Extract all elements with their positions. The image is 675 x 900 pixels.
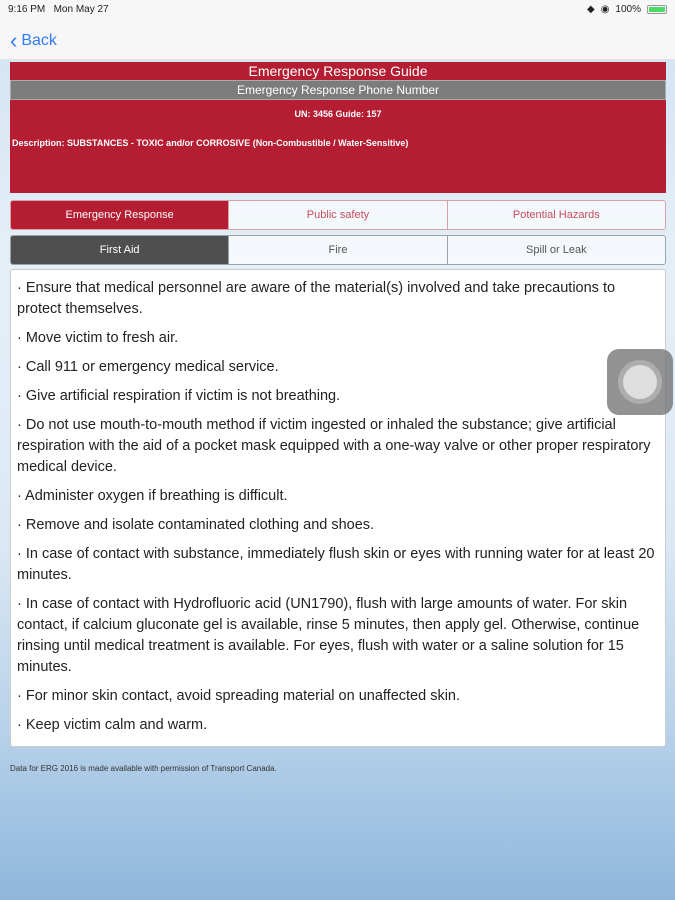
list-item: · Move victim to fresh air. xyxy=(17,330,179,346)
page-title: Emergency Response Guide xyxy=(248,63,428,79)
guide-header xyxy=(10,62,666,193)
tab-first-aid[interactable]: First Aid xyxy=(11,236,228,264)
list-item: · Administer oxygen if breathing is difficult. xyxy=(17,488,288,504)
description: Description: SUBSTANCES - TOXIC and/or CORROSIVE (Non-Combustible / Water-Sensitive) xyxy=(12,138,409,148)
status-date: Mon May 27 xyxy=(53,3,109,15)
list-item: · In case of contact with substance, immediately flush skin or eyes with running water for at least 20 minutes. xyxy=(17,546,655,583)
list-item: · In case of contact with Hydrofluoric acid (UN1790), flush with large amounts of water. For skin contact, if calcium gluconate gel is available, rinse 5 minutes, then apply gel. Otherwise, continue rinsing until medical treatment is available. For eyes, flush with water or a saline solution for 15 minutes. xyxy=(17,596,640,675)
status-bar xyxy=(0,0,675,18)
tab-fire[interactable]: Fire xyxy=(228,236,446,264)
list-item: · Remove and isolate contaminated clothing and shoes. xyxy=(17,517,375,533)
nav-bar xyxy=(0,18,675,60)
footer-credit: Data for ERG 2016 is made available with permission of Transport Canada. xyxy=(10,764,277,773)
list-item: · Call 911 or emergency medical service. xyxy=(17,359,279,375)
assistive-touch-icon xyxy=(623,365,657,399)
list-item: · Ensure that medical personnel are aware of the material(s) involved and take precautions to protect themselves. xyxy=(17,280,616,317)
first-aid-content[interactable] xyxy=(10,269,666,747)
orientation-lock-icon: ◉ xyxy=(600,3,610,15)
back-button[interactable] xyxy=(10,28,57,54)
tab-emergency-response[interactable]: Emergency Response xyxy=(11,201,228,229)
wifi-icon: ◆ xyxy=(586,3,595,15)
subsection-tabs xyxy=(10,235,666,265)
phone-number-button[interactable]: Emergency Response Phone Number xyxy=(10,80,666,100)
list-item: · Do not use mouth-to-mouth method if victim ingested or inhaled the substance; give artificial respiration with the aid of a pocket mask equipped with a one-way valve or other proper respiratory medical device. xyxy=(17,417,651,475)
assistive-touch-button[interactable] xyxy=(607,349,673,415)
back-label: Back xyxy=(21,32,57,49)
tab-public-safety[interactable]: Public safety xyxy=(228,201,446,229)
list-item: · Give artificial respiration if victim is not breathing. xyxy=(17,388,341,404)
tab-spill-or-leak[interactable]: Spill or Leak xyxy=(447,236,665,264)
battery-icon xyxy=(647,5,667,14)
list-item: · For minor skin contact, avoid spreading material on unaffected skin. xyxy=(17,688,461,704)
un-guide-label: UN: 3456 Guide: 157 xyxy=(294,109,382,119)
list-item: · Keep victim calm and warm. xyxy=(17,717,208,733)
chevron-left-icon: ‹ xyxy=(10,28,18,53)
status-time: 9:16 PM xyxy=(8,3,46,15)
battery-percent: 100% xyxy=(615,3,641,15)
tab-potential-hazards[interactable]: Potential Hazards xyxy=(447,201,665,229)
section-tabs xyxy=(10,200,666,230)
